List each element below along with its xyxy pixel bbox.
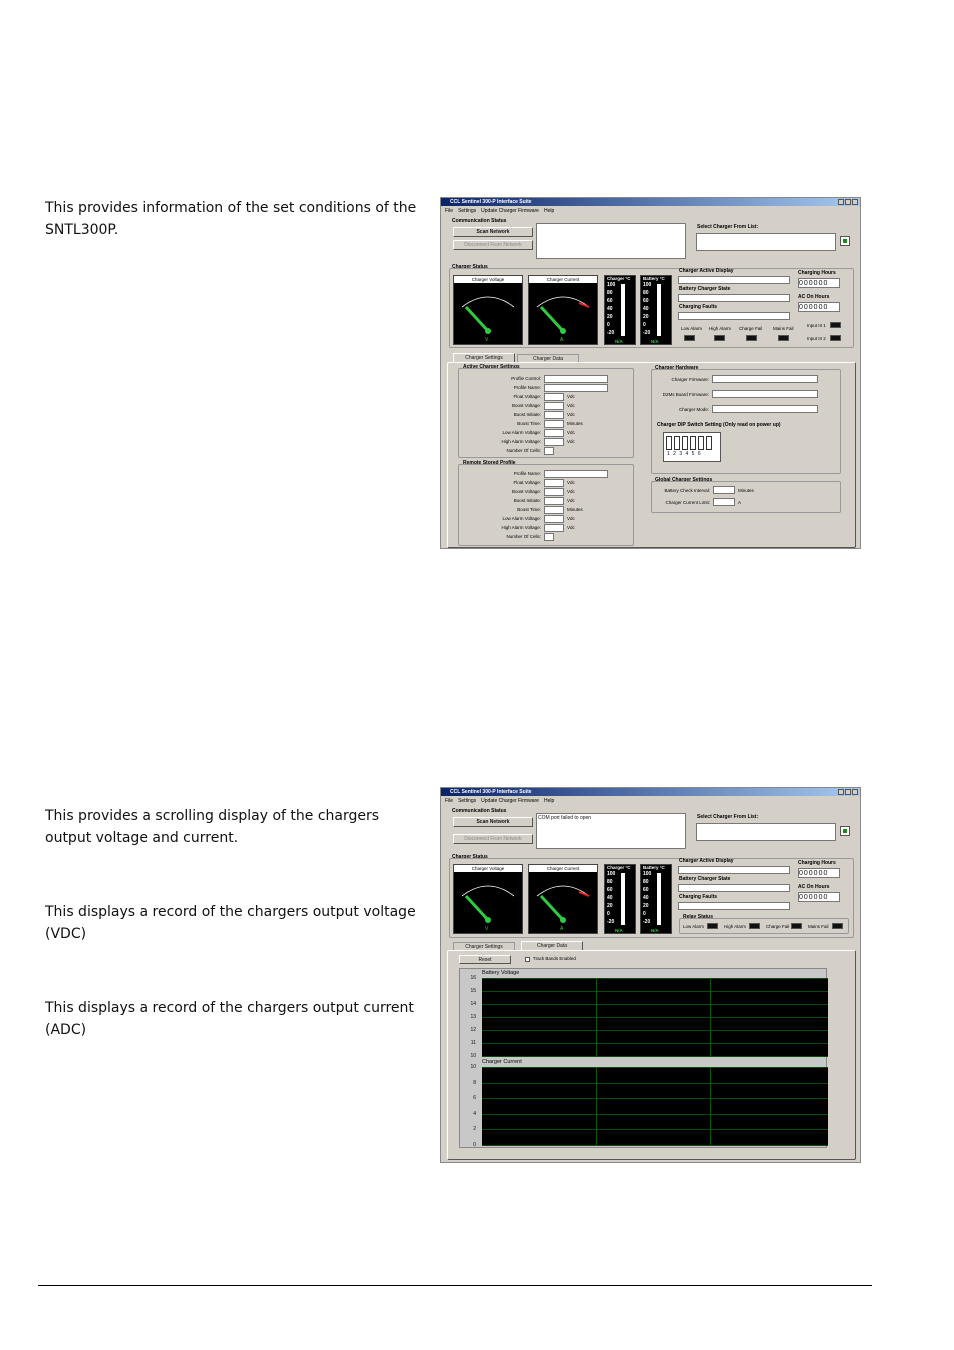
- select-charger-label: Select Charger From List:: [697, 224, 759, 230]
- setting-label: Profile Name:: [513, 471, 541, 476]
- scan-network-button[interactable]: Scan Network: [453, 227, 533, 237]
- active-display-field: [678, 866, 790, 874]
- setting-field[interactable]: [544, 438, 564, 446]
- current-gauge-title: Charger Current: [529, 865, 597, 872]
- temp-tick: 100: [643, 871, 652, 877]
- active-display-label: Charger Active Display: [679, 268, 734, 274]
- gridline-h: [482, 1129, 828, 1130]
- battery-temp-title: Battery °C: [643, 276, 665, 281]
- y-tick-label: 11: [470, 1040, 476, 1046]
- voltage-gauge-title: Charger Voltage: [454, 276, 522, 283]
- data-window: [440, 787, 861, 1163]
- footer-rule: [38, 1285, 872, 1286]
- menu-bar-2: [441, 796, 860, 803]
- setting-row: [461, 533, 631, 542]
- d2m-field: [712, 390, 818, 398]
- menu-file[interactable]: File: [445, 208, 454, 214]
- settings-description: This provides information of the set conditions of the SNTL300P.: [45, 200, 417, 238]
- battery-voltage-title: Battery Voltage: [482, 970, 520, 976]
- setting-row: [461, 470, 631, 479]
- temp-tick: 0: [607, 911, 610, 917]
- temp-tick: 40: [643, 306, 649, 312]
- voltage-gauge: [453, 864, 523, 934]
- charger-thermometer: [604, 275, 636, 345]
- tab-charger-data[interactable]: Charger Data: [521, 941, 583, 951]
- battery-state-field: [678, 884, 790, 892]
- setting-field[interactable]: [544, 420, 564, 428]
- mains-fail-led: [778, 335, 789, 341]
- charger-current-axis: [460, 1064, 480, 1148]
- setting-field[interactable]: [544, 384, 608, 392]
- gridline-h: [482, 1067, 828, 1068]
- temp-tick: 40: [643, 895, 649, 901]
- menu-help[interactable]: Help: [543, 798, 555, 804]
- gridline-h: [482, 1004, 828, 1005]
- global-settings-group: [651, 481, 841, 513]
- setting-field[interactable]: [544, 402, 564, 410]
- y-tick-label: 16: [470, 975, 476, 981]
- y-tick-label: 10: [470, 1064, 476, 1070]
- temp-tick: 100: [607, 871, 616, 877]
- title-bar-2: [441, 788, 860, 796]
- amp-unit: A: [560, 926, 564, 932]
- temp-tick: 20: [643, 903, 649, 909]
- low-alarm-label: Low Alarm: [681, 326, 703, 331]
- charger-temp-value: N/A: [615, 928, 623, 933]
- disconnect-button[interactable]: Disconnect From Network: [453, 834, 533, 844]
- temp-tick: -20: [643, 330, 651, 336]
- temp-tick: 0: [607, 322, 610, 328]
- gridline-h: [482, 1145, 828, 1146]
- temp-tick: 60: [643, 298, 649, 304]
- temp-tick: 100: [607, 282, 616, 288]
- window-title-2: CCL Sentinel 300-P Interface Suite: [450, 789, 532, 795]
- status-indicator: [840, 236, 850, 246]
- gridline-h: [482, 991, 828, 992]
- setting-label: Float Voltage:: [513, 480, 541, 485]
- setting-row: [461, 506, 631, 515]
- ac-on-hours-value: 000000: [798, 302, 840, 312]
- setting-label: Boost Time:: [517, 421, 541, 426]
- menu-bar: [441, 206, 860, 213]
- setting-row: [461, 479, 631, 488]
- gridline-h: [482, 1056, 828, 1057]
- temp-tick: 20: [607, 314, 613, 320]
- setting-field[interactable]: [544, 488, 564, 496]
- high-alarm-led: [749, 923, 760, 929]
- setting-row: [461, 524, 631, 533]
- setting-field[interactable]: [544, 429, 564, 437]
- tab-charger-settings[interactable]: Charger Settings: [453, 353, 515, 363]
- temp-tick: 20: [607, 903, 613, 909]
- select-charger-label: Select Charger From List:: [697, 814, 759, 820]
- volt-unit: V: [485, 926, 489, 932]
- comm-status-label: Communication Status: [452, 218, 507, 224]
- tab-charger-data[interactable]: Charger Data: [517, 354, 579, 363]
- maximize-icon[interactable]: [845, 199, 851, 205]
- gridline-h: [482, 978, 828, 979]
- close-icon[interactable]: [852, 199, 858, 205]
- battery-check-unit: Minutes: [738, 488, 754, 493]
- input1-led: [830, 322, 841, 328]
- setting-label: Number Of Cells:: [506, 448, 541, 453]
- close-icon[interactable]: [852, 789, 858, 795]
- temp-tick: -20: [607, 330, 615, 336]
- chart-area: [459, 968, 827, 1148]
- setting-unit: Vdc: [567, 480, 575, 485]
- setting-label: Float Voltage:: [513, 394, 541, 399]
- current-gauge: [528, 275, 598, 345]
- window-title: CCL Sentinel 300-P Interface Suite: [450, 199, 532, 205]
- charger-current-plot: [482, 1067, 828, 1145]
- gridline-h: [482, 1017, 828, 1018]
- charging-faults-field: [678, 902, 790, 910]
- temp-tick: -20: [607, 919, 615, 925]
- current-limit-label: Charger Current Limit:: [665, 500, 710, 505]
- battery-voltage-axis: [460, 975, 480, 1059]
- mode-field: [712, 405, 818, 413]
- y-tick-label: 2: [473, 1126, 476, 1133]
- setting-field[interactable]: [544, 393, 564, 401]
- charger-thermometer: [604, 864, 636, 934]
- setting-unit: Vdc: [567, 516, 575, 521]
- comm-status-label: Communication Status: [452, 808, 507, 814]
- temp-tick: 60: [607, 887, 613, 893]
- track-bands-checkbox[interactable]: [525, 957, 530, 962]
- battery-temp-value: N/A: [651, 339, 659, 344]
- current-limit-unit: A: [738, 500, 742, 505]
- voltage-gauge: [453, 275, 523, 345]
- setting-field[interactable]: [544, 479, 564, 487]
- voltage-gauge-title: Charger Voltage: [454, 865, 522, 872]
- setting-field[interactable]: [544, 375, 608, 383]
- scan-network-button[interactable]: Scan Network: [453, 817, 533, 827]
- active-settings-label: Active Charger Settings: [463, 364, 520, 370]
- setting-row: [461, 393, 631, 402]
- active-settings-rows: [461, 375, 631, 456]
- gridline-h: [482, 1043, 828, 1044]
- temp-tick: 80: [607, 290, 613, 296]
- tab-charger-settings[interactable]: Charger Settings: [453, 942, 515, 951]
- comm-log: [536, 223, 686, 259]
- mains-fail-label: Mains Fail: [808, 924, 829, 929]
- setting-field[interactable]: [544, 470, 608, 478]
- charger-status-label: Charger Status: [452, 854, 488, 860]
- charger-list[interactable]: [696, 823, 836, 841]
- setting-unit: Vdc: [567, 430, 575, 435]
- global-settings-label: Global Charger Settings: [655, 477, 713, 483]
- track-bands-label: Track Bands Enabled: [533, 956, 576, 961]
- charger-list[interactable]: [696, 233, 836, 251]
- setting-label: Profile Control:: [511, 376, 541, 381]
- menu-settings[interactable]: Settings: [458, 798, 477, 804]
- charging-faults-label: Charging Faults: [679, 894, 718, 900]
- input2-label: Input III 2: [807, 336, 826, 341]
- dip-label: Charger DIP Switch Setting (Only read on power up): [657, 422, 781, 428]
- temp-tick: 40: [607, 895, 613, 901]
- dip-switch: [663, 432, 721, 462]
- charging-hours-value: 000000: [798, 868, 840, 878]
- charge-fail-led: [746, 335, 757, 341]
- charger-current-title: Charger Current: [482, 1059, 522, 1065]
- setting-label: Boost Initiate:: [513, 498, 541, 503]
- setting-row: [461, 497, 631, 506]
- setting-unit: Vdc: [567, 394, 575, 399]
- setting-label: High Alarm Voltage:: [501, 439, 541, 444]
- menu-file[interactable]: File: [445, 798, 454, 804]
- title-bar: [441, 198, 860, 206]
- battery-temp-value: N/A: [651, 928, 659, 933]
- setting-unit: Vdc: [567, 489, 575, 494]
- setting-field[interactable]: [544, 533, 554, 541]
- temp-tick: 100: [643, 282, 652, 288]
- setting-label: Low Alarm Voltage:: [502, 430, 541, 435]
- setting-field[interactable]: [544, 524, 564, 532]
- setting-label: Boost Initiate:: [513, 412, 541, 417]
- mains-fail-led: [832, 923, 843, 929]
- firmware-label: Charger Firmware:: [671, 377, 709, 382]
- gridline-h: [482, 1083, 828, 1084]
- active-display-label: Charger Active Display: [679, 858, 734, 864]
- dip-numbers: 1 2 3 4 5 6: [667, 451, 701, 457]
- y-tick-label: 10: [470, 1053, 476, 1059]
- setting-field[interactable]: [544, 515, 564, 523]
- volt-unit: V: [485, 337, 489, 343]
- setting-unit: Vdc: [567, 412, 575, 417]
- setting-row: [461, 411, 631, 420]
- setting-field[interactable]: [544, 447, 554, 455]
- setting-unit: Vdc: [567, 525, 575, 530]
- low-alarm-label: Low Alarm: [683, 924, 705, 929]
- setting-row: [461, 488, 631, 497]
- setting-field[interactable]: [544, 497, 564, 505]
- charger-temp-value: N/A: [615, 339, 623, 344]
- battery-state-label: Battery Charger State: [679, 876, 731, 882]
- gridline-v: [710, 978, 711, 1056]
- ac-on-hours-label: AC On Hours: [798, 294, 830, 300]
- temp-tick: 0: [643, 911, 646, 917]
- status-indicator: [840, 826, 850, 836]
- ac-on-hours-label: AC On Hours: [798, 884, 830, 890]
- input1-label: Input III 1: [807, 323, 826, 328]
- charger-temp-title: Charger °C: [607, 865, 631, 870]
- temp-tick: -20: [643, 919, 651, 925]
- setting-unit: Vdc: [567, 403, 575, 408]
- setting-unit: Minutes: [567, 507, 583, 512]
- setting-label: Number Of Cells:: [506, 534, 541, 539]
- voltage-needle: [454, 872, 522, 934]
- maximize-icon[interactable]: [845, 789, 851, 795]
- remote-profile-label: Remote Stored Profile: [463, 460, 516, 466]
- battery-temp-title: Battery °C: [643, 865, 665, 870]
- gridline-h: [482, 1030, 828, 1031]
- gridline-v: [710, 1067, 711, 1145]
- setting-row: [461, 420, 631, 429]
- gridline-h: [482, 1114, 828, 1115]
- setting-field[interactable]: [544, 411, 564, 419]
- data-description: This provides a scrolling display of the chargers output voltage and current.: [45, 808, 380, 846]
- comm-log: COM port failed to open: [536, 813, 686, 849]
- battery-state-field: [678, 294, 790, 302]
- y-tick-label: 15: [470, 987, 476, 994]
- battery-check-label: Battery Check Interval:: [664, 488, 710, 493]
- charging-hours-label: Charging Hours: [798, 270, 836, 276]
- charging-faults-label: Charging Faults: [679, 304, 718, 310]
- charger-temp-title: Charger °C: [607, 276, 631, 281]
- relay-status-label: Relay Status: [683, 914, 714, 920]
- setting-label: Boost Voltage:: [511, 403, 541, 408]
- charger-current-description: This displays a record of the chargers output current (ADC): [45, 1000, 414, 1038]
- menu-help[interactable]: Help: [543, 208, 555, 214]
- setting-field[interactable]: [544, 506, 564, 514]
- charge-fail-label: Charge Fail: [739, 326, 763, 331]
- setting-label: Profile Name:: [513, 385, 541, 390]
- current-needle: [529, 872, 597, 934]
- setting-unit: Vdc: [567, 498, 575, 503]
- gridline-v: [596, 1067, 597, 1145]
- setting-row: [461, 375, 631, 384]
- y-tick-label: 14: [470, 1000, 476, 1007]
- active-display-field: [678, 276, 790, 284]
- menu-update-firmware[interactable]: Update Charger Firmware: [481, 798, 539, 804]
- gridline-v: [596, 978, 597, 1056]
- y-tick-label: 0: [473, 1142, 476, 1148]
- hardware-label: Charger Hardware: [655, 365, 699, 371]
- temp-tick: 0: [643, 322, 646, 328]
- charging-hours-value: 000000: [798, 278, 840, 288]
- disconnect-button[interactable]: Disconnect From Network: [453, 240, 533, 250]
- ac-on-hours-value: 000000: [798, 892, 840, 902]
- setting-row: [461, 438, 631, 447]
- temp-tick: 20: [643, 314, 649, 320]
- settings-window: [440, 197, 861, 549]
- setting-unit: Vdc: [567, 439, 575, 444]
- amp-unit: A: [560, 337, 564, 343]
- charger-status-label: Charger Status: [452, 264, 488, 270]
- reset-button[interactable]: Reset: [459, 955, 511, 964]
- minimize-icon[interactable]: [838, 199, 844, 205]
- remote-profile-rows: [461, 470, 631, 542]
- d2m-label: D2Ms Board Firmware:: [662, 392, 709, 397]
- gridline-h: [482, 1098, 828, 1099]
- setting-row: [461, 402, 631, 411]
- setting-label: Boost Time:: [517, 507, 541, 512]
- setting-row: [461, 447, 631, 456]
- charge-fail-led: [791, 923, 802, 929]
- setting-row: [461, 384, 631, 393]
- temp-tick: 40: [607, 306, 613, 312]
- setting-row: [461, 429, 631, 438]
- menu-settings[interactable]: Settings: [458, 208, 477, 214]
- temp-tick: 80: [643, 290, 649, 296]
- charge-fail-label: Charge Fail: [766, 924, 790, 929]
- menu-update-firmware[interactable]: Update Charger Firmware: [481, 208, 539, 214]
- current-limit-field[interactable]: [713, 498, 735, 506]
- temp-tick: 60: [643, 887, 649, 893]
- high-alarm-label: High Alarm: [709, 326, 732, 331]
- voltage-needle: [454, 283, 522, 345]
- battery-thermometer: [640, 864, 672, 934]
- setting-row: [461, 515, 631, 524]
- setting-label: High Alarm Voltage:: [501, 525, 541, 530]
- high-alarm-led: [714, 335, 725, 341]
- input2-led: [830, 335, 841, 341]
- temp-tick: 80: [607, 879, 613, 885]
- low-alarm-led: [684, 335, 695, 341]
- battery-state-label: Battery Charger State: [679, 286, 731, 292]
- current-gauge-title: Charger Current: [529, 276, 597, 283]
- mains-fail-label: Mains Fail: [773, 326, 794, 331]
- setting-unit: Minutes: [567, 421, 583, 426]
- high-alarm-label: High Alarm: [724, 924, 747, 929]
- y-tick-label: 6: [473, 1095, 476, 1102]
- battery-thermometer: [640, 275, 672, 345]
- battery-voltage-plot: [482, 978, 828, 1056]
- setting-label: Low Alarm Voltage:: [502, 516, 541, 521]
- temp-tick: 80: [643, 879, 649, 885]
- mode-label: Charger Mode:: [678, 407, 709, 412]
- low-alarm-led: [707, 923, 718, 929]
- battery-check-field[interactable]: [713, 486, 735, 494]
- charging-hours-label: Charging Hours: [798, 860, 836, 866]
- y-tick-label: 13: [470, 1014, 476, 1020]
- setting-label: Boost Voltage:: [511, 489, 541, 494]
- charging-faults-field: [678, 312, 790, 320]
- y-tick-label: 12: [470, 1026, 476, 1033]
- current-gauge: [528, 864, 598, 934]
- y-tick-label: 8: [473, 1079, 476, 1086]
- minimize-icon[interactable]: [838, 789, 844, 795]
- firmware-field: [712, 375, 818, 383]
- battery-voltage-description: This displays a record of the chargers output voltage (VDC): [45, 904, 416, 942]
- current-needle: [529, 283, 597, 345]
- y-tick-label: 4: [473, 1110, 476, 1117]
- temp-tick: 60: [607, 298, 613, 304]
